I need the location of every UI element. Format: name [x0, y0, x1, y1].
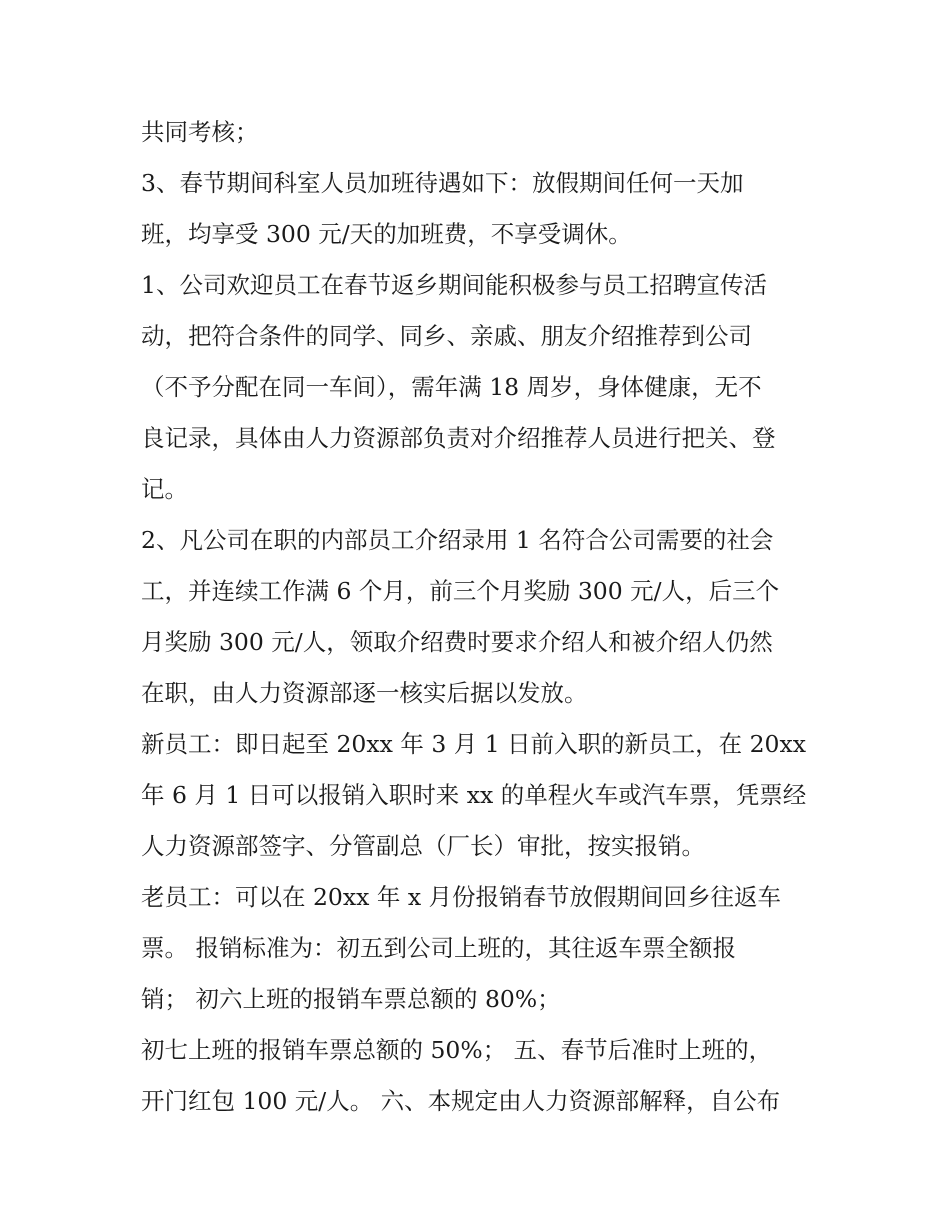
text-line: 开门红包 100 元/人。 六、本规定由人力资源部解释，自公布	[141, 1087, 781, 1115]
text-line: （不予分配在同一车间），需年满 18 周岁，身体健康，无不	[141, 373, 762, 401]
text-line: 1、公司欢迎员工在春节返乡期间能积极参与员工招聘宣传活	[141, 271, 767, 299]
text-line: 3、春节期间科室人员加班待遇如下：放假期间任何一天加	[141, 169, 744, 197]
text-line: 月奖励 300 元/人，领取介绍费时要求介绍人和被介绍人仍然	[141, 628, 773, 656]
text-line: 2、凡公司在职的内部员工介绍录用 1 名符合公司需要的社会	[141, 526, 774, 554]
text-line: 人力资源部签字、分管副总（厂长）审批，按实报销。	[141, 832, 705, 860]
text-line: 老员工：可以在 20xx 年 x 月份报销春节放假期间回乡往返车	[141, 883, 782, 911]
text-line: 初七上班的报销车票总额的 50%； 五、春节后准时上班的，	[141, 1036, 773, 1064]
text-line: 共同考核；	[141, 118, 259, 146]
text-line: 新员工：即日起至 20xx 年 3 月 1 日前入职的新员工，在 20xx	[141, 730, 807, 758]
document-body	[141, 107, 821, 1127]
text-line: 票。 报销标准为：初五到公司上班的，其往返车票全额报	[141, 934, 736, 962]
text-line: 工，并连续工作满 6 个月，前三个月奖励 300 元/人，后三个	[141, 577, 780, 605]
text-line: 动，把符合条件的同学、同乡、亲戚、朋友介绍推荐到公司	[141, 322, 752, 350]
text-line: 记。	[141, 475, 188, 503]
text-line: 班，均享受 300 元/天的加班费，不享受调休。	[141, 220, 632, 248]
text-line: 年 6 月 1 日可以报销入职时来 xx 的单程火车或汽车票，凭票经	[141, 781, 807, 809]
text-line: 销； 初六上班的报销车票总额的 80%；	[141, 985, 561, 1013]
text-line: 在职，由人力资源部逐一核实后据以发放。	[141, 679, 588, 707]
text-line: 良记录，具体由人力资源部负责对介绍推荐人员进行把关、登	[141, 424, 776, 452]
